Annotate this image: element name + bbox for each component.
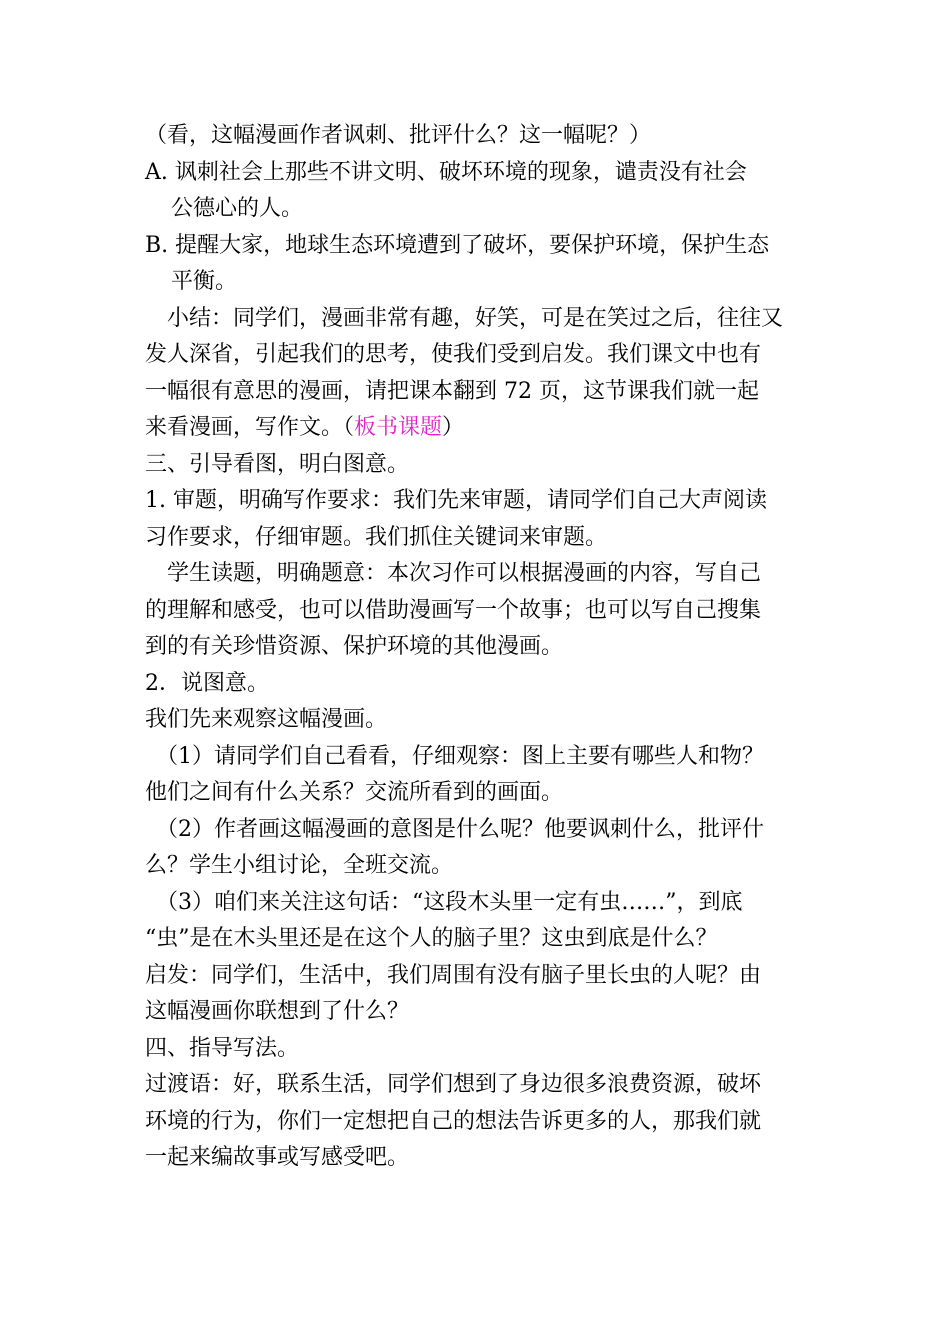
text-line: 这幅漫画你联想到了什么？ [145, 999, 410, 1024]
text-line: 发人深省，引起我们的思考，使我们受到启发。我们课文中也有 [145, 342, 762, 367]
text-line: 我们先来观察这幅漫画。 [145, 707, 388, 732]
text-line: 一起来编故事或写感受吧。 [145, 1145, 410, 1170]
text-line [145, 410, 805, 447]
text-line: 一幅很有意思的漫画，请把课本翻到 72 页，这节课我们就一起 [145, 378, 759, 404]
text-line: A. 讽刺社会上那些不讲文明、破坏环境的现象，谴责没有社会 [145, 159, 747, 185]
text-line: 环境的行为，你们一定想把自己的想法告诉更多的人，那我们就 [145, 1108, 762, 1134]
text-line: 习作要求，仔细审题。我们抓住关键词来审题。 [145, 524, 608, 550]
text-line: 他们之间有什么关系？交流所看到的画面。 [145, 780, 564, 805]
text-line: 公德心的人。 [171, 196, 304, 221]
text-line: （看，这幅漫画作者讽刺、批评什么？这一幅呢？） [145, 123, 652, 148]
highlighted-text: 板书课题 [354, 415, 443, 440]
text-line: （1）请同学们自己看看，仔细观察：图上主要有哪些人和物？ [156, 743, 764, 769]
text-line: B. 提醒大家，地球生态环境遭到了破坏，要保护环境，保护生态 [145, 232, 770, 258]
text-line: 小结：同学们，漫画非常有趣，好笑，可是在笑过之后，往往又 [167, 305, 784, 331]
text-line: “虫”是在木头里还是在这个人的脑子里？这虫到底是什么？ [145, 926, 718, 951]
text-segment: 来看漫画，写作文。（ [145, 415, 355, 440]
text-line: 启发：同学们，生活中，我们周围有没有脑子里长虫的人呢？由 [145, 962, 762, 988]
section-heading: 三、引导看图，明白图意。 [145, 451, 410, 477]
text-line: 平衡。 [171, 269, 238, 294]
text-line: 到的有关珍惜资源、保护环境的其他漫画。 [145, 634, 564, 659]
text-line: 2．说图意。 [145, 670, 269, 696]
text-line: 过渡语：好，联系生活，同学们想到了身边很多浪费资源，破坏 [145, 1072, 762, 1097]
text-line: 1. 审题，明确写作要求：我们先来审题，请同学们自己大声阅读 [145, 488, 767, 513]
document-body [145, 118, 805, 1177]
text-segment: ） [442, 415, 465, 440]
text-line: （3）咱们来关注这句话：“这段木头里一定有虫……”，到底 [156, 889, 743, 915]
text-line: 么？学生小组讨论，全班交流。 [145, 853, 454, 878]
text-line: 学生读题，明确题意：本次习作可以根据漫画的内容，写自己 [167, 561, 762, 586]
text-line: （2）作者画这幅漫画的意图是什么呢？他要讽刺什么，批评什 [156, 816, 764, 842]
text-line: 的理解和感受，也可以借助漫画写一个故事；也可以写自己搜集 [145, 597, 762, 623]
section-heading: 四、指导写法。 [145, 1035, 300, 1061]
